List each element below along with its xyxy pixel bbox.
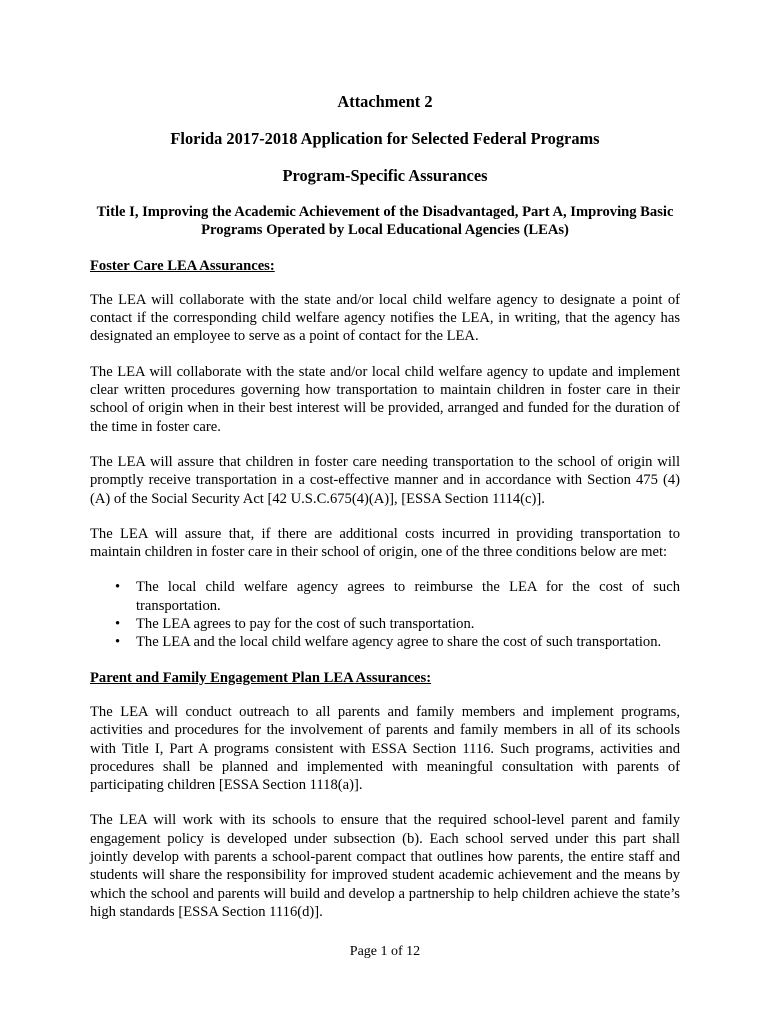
list-item: • The LEA agrees to pay for the cost of such transportation.: [136, 615, 680, 633]
parent-family-paragraph: The LEA will work with its schools to ensure that the required school-level parent and family engagement policy is developed under subsection (b). Each school served under this part shall jointly develop with parents a school-parent compact that outlines how parents, the entire staff and students will share the responsibility for improved student academic achievement and the means by which the school and parents will build and develop a partnership to help children achieve the state’s high standards [ESSA Section 1116(d)].: [90, 812, 680, 920]
list-item: • The local child welfare agency agrees to reimburse the LEA for the cost of such transportation.: [136, 578, 680, 615]
foster-care-paragraph: The LEA will collaborate with the state and/or local child welfare agency to update and implement clear written procedures governing how transportation to maintain children in foster care in their school of origin when in their best interest will be provided, arranged and funded for the duration of the time in foster care.: [90, 363, 680, 435]
program-heading: Title I, Improving the Academic Achievement of the Disadvantaged, Part A, Improving Basic Programs Operated by Local Educational Agencies (LEAs): [96, 204, 674, 239]
foster-care-heading: Foster Care LEA Assurances:: [90, 257, 275, 274]
list-item: • The LEA and the local child welfare agency agree to share the cost of such transportation.: [136, 633, 680, 651]
document-page: [90, 92, 680, 938]
parent-family-paragraph: The LEA will conduct outreach to all parents and family members and implement programs, activities and procedures for the involvement of parents and family members in all of its schools with Title I, Part A programs consistent with ESSA Section 1116. Such programs, activities and procedures shall be planned and implemented with meaningful consultation with parents of participating children [ESSA Section 1118(a)].: [90, 703, 680, 794]
foster-care-paragraph: The LEA will assure that, if there are additional costs incurred in providing transportation to maintain children in foster care in their school of origin, one of the three conditions below are met:: [90, 525, 680, 561]
page-number: Page 1 of 12: [349, 944, 421, 959]
document-title: Florida 2017-2018 Application for Selected Federal Programs: [170, 129, 600, 148]
parent-family-heading: Parent and Family Engagement Plan LEA Assurances:: [90, 669, 432, 686]
attachment-heading: Attachment 2: [337, 92, 433, 111]
document-subtitle: Program-Specific Assurances: [282, 166, 488, 185]
foster-care-paragraph: The LEA will collaborate with the state and/or local child welfare agency to designate a point of contact if the corresponding child welfare agency notifies the LEA, in writing, that the agency has designated an employee to serve as a point of contact for the LEA.: [90, 291, 680, 345]
foster-care-paragraph: The LEA will assure that children in foster care needing transportation to the school of origin will promptly receive transportation in a cost-effective manner and in accordance with Section 475 (4)(A) of the Social Security Act [42 U.S.C.675(4)(A)], [ESSA Section 1114(c)].: [90, 453, 680, 507]
cost-conditions-list: [90, 578, 680, 651]
